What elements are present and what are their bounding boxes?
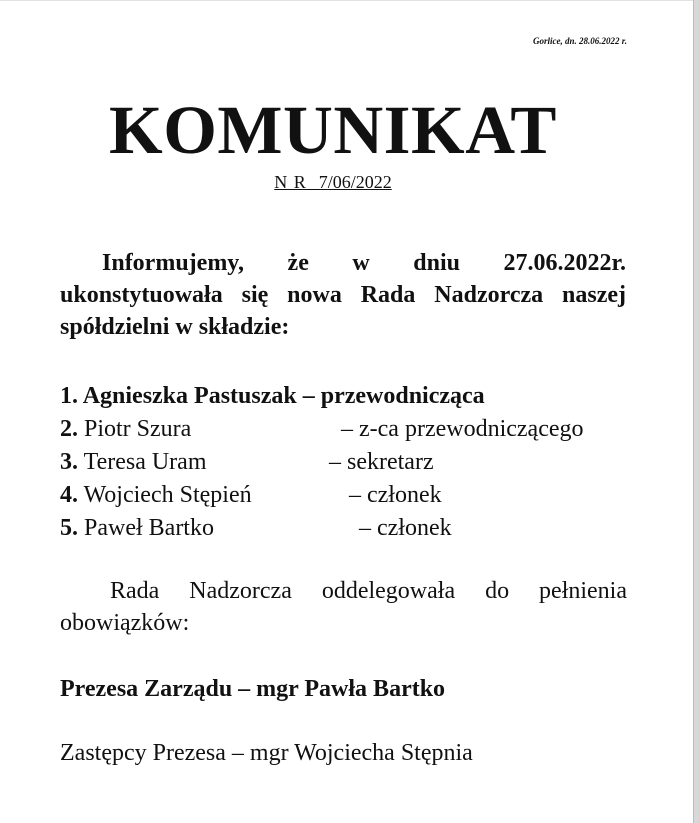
member-role: – członek [359, 515, 452, 541]
member-name: Teresa Uram [83, 449, 207, 475]
member-role: – przewodnicząca [302, 383, 485, 409]
member-role: – członek [349, 482, 442, 508]
document-title: KOMUNIKAT [109, 92, 557, 168]
member-name: Paweł Bartko [84, 515, 214, 541]
document-number [60, 172, 606, 193]
president-line: Prezesa Zarządu – mgr Pawła Bartko [60, 676, 446, 702]
document-number-text: N R 7/06/2022 [274, 172, 392, 192]
member-row [60, 413, 640, 446]
member-number: 3. [60, 449, 78, 475]
window-top-edge [0, 0, 699, 1]
member-number: 1. [60, 383, 78, 409]
members-list [60, 380, 640, 545]
member-row [60, 512, 640, 545]
member-number: 4. [60, 482, 78, 508]
member-name: Piotr Szura [84, 416, 192, 442]
member-row [60, 479, 640, 512]
date-line: Gorlice, dn. 28.06.2022 r. [532, 36, 627, 46]
delegation-text: Rada Nadzorcza oddelegowała do pełnienia obowiązków: [60, 578, 627, 636]
member-number: 2. [60, 416, 78, 442]
scrollbar-edge [693, 0, 699, 823]
deputy-line: Zastępcy Prezesa – mgr Wojciecha Stępnia [60, 740, 473, 766]
member-role: – sekretarz [329, 449, 434, 475]
member-role: – z-ca przewodniczącego [341, 416, 584, 442]
member-name: Agnieszka Pastuszak [82, 383, 297, 409]
delegation-paragraph [60, 575, 627, 639]
intro-text: Informujemy, że w dniu 27.06.2022r. ukonstytuowała się nowa Rada Nadzorcza naszej spółdzielni w składzie: [60, 250, 626, 340]
member-row [60, 380, 640, 413]
member-number: 5. [60, 515, 78, 541]
member-name: Wojciech Stępień [83, 482, 252, 508]
intro-paragraph [60, 247, 626, 343]
member-row [60, 446, 640, 479]
